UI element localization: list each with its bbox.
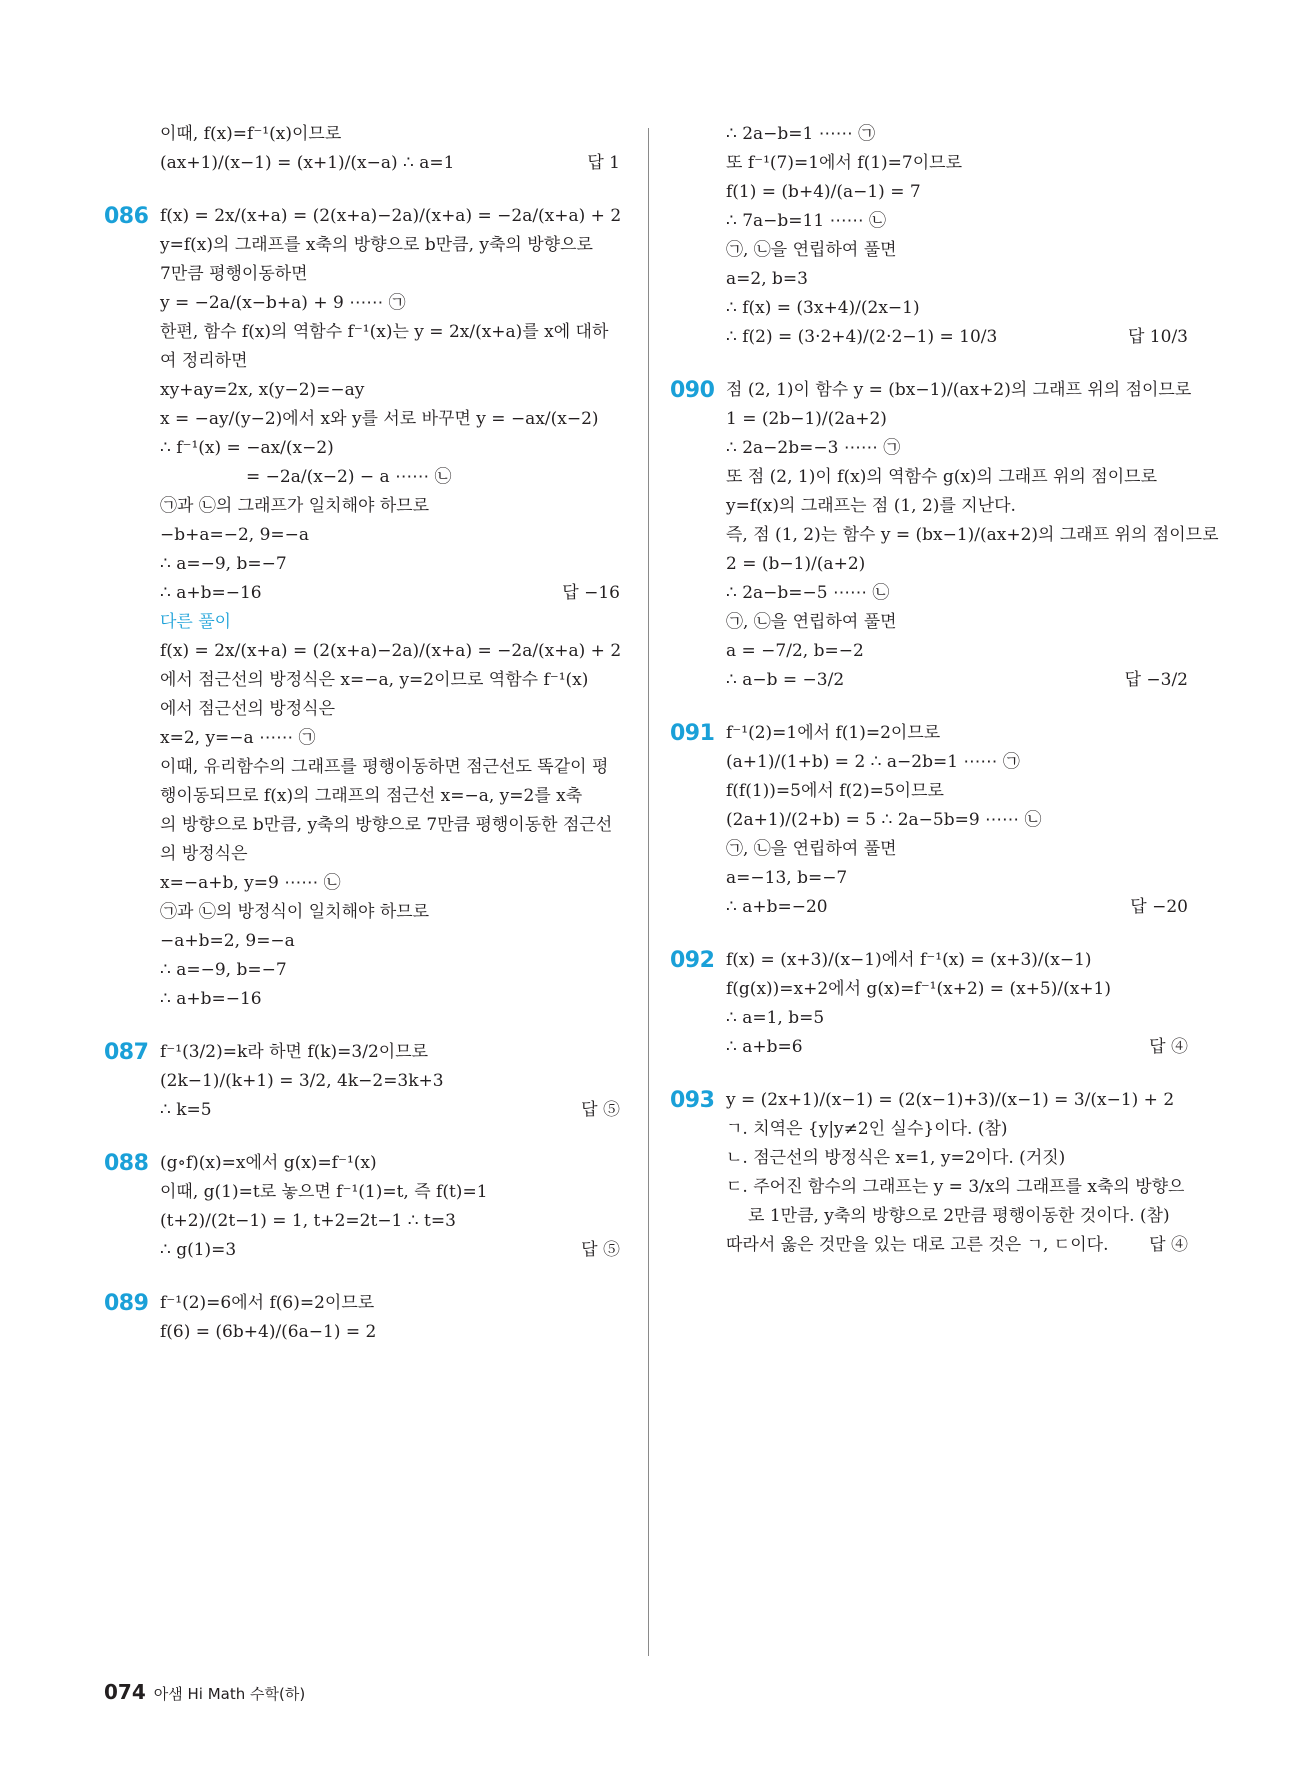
solution-line — [160, 724, 620, 753]
solution-line — [726, 666, 1188, 695]
left-column — [104, 120, 622, 1347]
line-text: 즉, 점 (1, 2)는 함수 y = (bx−1)/(ax+2)의 그래프 위의 점이므로 — [726, 525, 1219, 545]
line-text: 점 (2, 1)이 함수 y = (bx−1)/(ax+2)의 그래프 위의 점이므로 — [726, 380, 1192, 400]
line-text: f⁻¹(2)=6에서 f(6)=2이므로 — [160, 1293, 375, 1313]
solution-line — [726, 1231, 1188, 1260]
line-text: ∴ a−b = −3/2 — [726, 670, 845, 690]
line-text: f(1) = (b+4)/(a−1) = 7 — [726, 182, 921, 202]
line-text: 의 방향으로 b만큼, y축의 방향으로 7만큼 평행이동한 점근선 — [160, 815, 613, 835]
book-title: 아샘 Hi Math 수학(하) — [153, 1685, 306, 1703]
solution-line — [160, 1067, 620, 1096]
line-text: a=−13, b=−7 — [726, 868, 848, 888]
solution-line — [726, 434, 1188, 463]
solution-line — [160, 318, 620, 347]
solution-line — [726, 492, 1188, 521]
answer-label: 답 1 — [587, 153, 620, 173]
line-text: ㉠과 ㉡의 그래프가 일치해야 하므로 — [160, 496, 430, 516]
solution-line — [726, 178, 1188, 207]
line-text: ∴ f(2) = (3·2+4)/(2·2−1) = 10/3 — [726, 327, 998, 347]
line-text: ∴ 7a−b=11 ⋯⋯ ㉡ — [726, 211, 886, 231]
solution-line — [160, 289, 620, 318]
solution-line — [160, 405, 620, 434]
line-text: ∴ a=1, b=5 — [726, 1008, 825, 1028]
line-text: (t+2)/(2t−1) = 1, t+2=2t−1 ∴ t=3 — [160, 1211, 456, 1231]
alternate-solution-label: 다른 풀이 — [160, 612, 232, 632]
line-text: ∴ k=5 — [160, 1100, 212, 1120]
solution-line — [160, 149, 620, 178]
line-text: x=2, y=−a ⋯⋯ ㉠ — [160, 728, 316, 748]
solution-line — [726, 294, 1188, 323]
solution-line — [160, 637, 620, 666]
line-text: y=f(x)의 그래프를 x축의 방향으로 b만큼, y축의 방향으로 — [160, 235, 593, 255]
solution-line — [726, 120, 1188, 149]
line-text: a = −7/2, b=−2 — [726, 641, 864, 661]
solution-line — [160, 579, 620, 608]
section-gap — [726, 1062, 1188, 1086]
problem-number: 092 — [670, 948, 715, 973]
line-text: f(x) = 2x/(x+a) = (2(x+a)−2a)/(x+a) = −2a/(x+a) + 2 — [160, 206, 622, 226]
solution-line — [726, 323, 1188, 352]
line-text: xy+ay=2x, x(y−2)=−ay — [160, 380, 365, 400]
line-text: ∴ a+b=−16 — [160, 583, 262, 603]
solution-line — [726, 806, 1188, 835]
solution-line — [160, 434, 620, 463]
solution-line — [160, 120, 620, 149]
solution-line — [670, 719, 1188, 748]
solution-line — [104, 1289, 620, 1318]
line-text: 2 = (b−1)/(a+2) — [726, 554, 866, 574]
solution-line — [160, 492, 620, 521]
solution-line — [726, 405, 1188, 434]
solution-line — [160, 985, 620, 1014]
right-column — [670, 120, 1219, 1260]
solution-line — [726, 463, 1188, 492]
line-text: (2k−1)/(k+1) = 3/2, 4k−2=3k+3 — [160, 1071, 444, 1091]
line-text: ∴ a=−9, b=−7 — [160, 960, 287, 980]
solution-line — [160, 695, 620, 724]
solution-line — [726, 864, 1188, 893]
section-gap — [726, 352, 1188, 376]
line-text: f(x) = 2x/(x+a) = (2(x+a)−2a)/(x+a) = −2a/(x+a) + 2 — [160, 641, 622, 661]
line-text: ㄴ. 점근선의 방정식은 x=1, y=2이다. (거짓) — [726, 1148, 1066, 1168]
line-text: f(f(1))=5에서 f(2)=5이므로 — [726, 781, 944, 801]
line-text: ∴ 2a−2b=−3 ⋯⋯ ㉠ — [726, 438, 901, 458]
solution-line — [160, 376, 620, 405]
page-footer — [104, 1680, 305, 1704]
line-text: 이때, g(1)=t로 놓으면 f⁻¹(1)=t, 즉 f(t)=1 — [160, 1182, 488, 1202]
line-text: ㄱ. 치역은 {y|y≠2인 실수}이다. (참) — [726, 1119, 1008, 1139]
solution-line — [726, 608, 1188, 637]
solution-line — [726, 637, 1188, 666]
solution-line — [726, 1202, 1188, 1231]
section-gap — [160, 1125, 620, 1149]
line-text: ㉠, ㉡을 연립하여 풀면 — [726, 240, 897, 260]
problem-number: 090 — [670, 378, 715, 403]
line-text: 에서 점근선의 방정식은 x=−a, y=2이므로 역함수 f⁻¹(x) — [160, 670, 589, 690]
solution-line — [160, 840, 620, 869]
section-gap — [160, 1014, 620, 1038]
solution-line — [160, 1096, 620, 1125]
line-text: ∴ f⁻¹(x) = −ax/(x−2) — [160, 438, 334, 458]
line-text: ㉠, ㉡을 연립하여 풀면 — [726, 612, 897, 632]
line-text: ∴ g(1)=3 — [160, 1240, 237, 1260]
solution-line — [726, 550, 1188, 579]
solution-line — [160, 1178, 620, 1207]
line-text: ㉠과 ㉡의 방정식이 일치해야 하므로 — [160, 902, 430, 922]
line-text: (g∘f)(x)=x에서 g(x)=f⁻¹(x) — [160, 1153, 377, 1173]
solution-line — [160, 231, 620, 260]
solution-line — [726, 579, 1188, 608]
solution-line — [726, 1115, 1188, 1144]
solution-line — [160, 608, 620, 637]
line-text: 의 방정식은 — [160, 844, 248, 864]
solution-line — [726, 777, 1188, 806]
solution-line — [160, 521, 620, 550]
answer-label: 답 ④ — [1149, 1235, 1188, 1255]
solution-line — [104, 1149, 620, 1178]
solution-line — [726, 521, 1219, 550]
line-text: y = (2x+1)/(x−1) = (2(x−1)+3)/(x−1) = 3/(x−1) + 2 — [726, 1090, 1175, 1110]
line-text: f(6) = (6b+4)/(6a−1) = 2 — [160, 1322, 377, 1342]
solution-line — [726, 236, 1188, 265]
line-text: ∴ a=−9, b=−7 — [160, 554, 287, 574]
line-text: ∴ f(x) = (3x+4)/(2x−1) — [726, 298, 920, 318]
line-text: f⁻¹(3/2)=k라 하면 f(k)=3/2이므로 — [160, 1042, 429, 1062]
line-text: 따라서 옳은 것만을 있는 대로 고른 것은 ㄱ, ㄷ이다. — [726, 1235, 1109, 1255]
line-text: 이때, 유리함수의 그래프를 평행이동하면 점근선도 똑같이 평 — [160, 757, 609, 777]
line-text: x=−a+b, y=9 ⋯⋯ ㉡ — [160, 873, 341, 893]
solution-line — [160, 782, 620, 811]
solution-line — [160, 869, 620, 898]
line-text: 에서 점근선의 방정식은 — [160, 699, 336, 719]
solution-line — [160, 666, 620, 695]
solution-line — [160, 811, 620, 840]
answer-label: 답 ⑤ — [581, 1240, 620, 1260]
line-text: (2a+1)/(2+b) = 5 ∴ 2a−5b=9 ⋯⋯ ㉡ — [726, 810, 1042, 830]
solution-line — [104, 1038, 620, 1067]
solution-line — [160, 753, 620, 782]
solution-line — [160, 1236, 620, 1265]
line-text: ∴ a+b=−16 — [160, 989, 262, 1009]
solution-line — [160, 927, 620, 956]
solution-line — [160, 1318, 620, 1347]
solution-line — [726, 1033, 1188, 1062]
section-gap — [160, 178, 620, 202]
line-text: 한편, 함수 f(x)의 역함수 f⁻¹(x)는 y = 2x/(x+a)를 x에 대하 — [160, 322, 609, 342]
problem-number: 089 — [104, 1291, 149, 1316]
solution-line — [726, 265, 1188, 294]
line-text: ㄷ. 주어진 함수의 그래프는 y = 3/x의 그래프를 x축의 방향으 — [726, 1177, 1185, 1197]
column-divider — [648, 128, 649, 1656]
problem-number: 088 — [104, 1151, 149, 1176]
answer-label: 답 ④ — [1149, 1037, 1188, 1057]
section-gap — [726, 695, 1188, 719]
problem-number: 086 — [104, 204, 149, 229]
solution-line — [726, 1004, 1188, 1033]
line-text: 이때, f(x)=f⁻¹(x)이므로 — [160, 124, 342, 144]
line-text: ㉠, ㉡을 연립하여 풀면 — [726, 839, 897, 859]
line-text: 여 정리하면 — [160, 351, 248, 371]
solution-line — [726, 1173, 1188, 1202]
line-text: 행이동되므로 f(x)의 그래프의 점근선 x=−a, y=2를 x축 — [160, 786, 583, 806]
solution-line — [726, 975, 1188, 1004]
line-text: ∴ 2a−b=1 ⋯⋯ ㉠ — [726, 124, 876, 144]
solution-line — [726, 207, 1188, 236]
solution-line — [160, 1207, 620, 1236]
solution-line — [726, 1144, 1188, 1173]
line-text: ∴ a+b=−20 — [726, 897, 828, 917]
line-text: a=2, b=3 — [726, 269, 808, 289]
line-text: −b+a=−2, 9=−a — [160, 525, 310, 545]
line-text: f(g(x))=x+2에서 g(x)=f⁻¹(x+2) = (x+5)/(x+1) — [726, 979, 1112, 999]
section-gap — [726, 922, 1188, 946]
problem-number: 087 — [104, 1040, 149, 1065]
answer-label: 답 ⑤ — [581, 1100, 620, 1120]
line-text: 1 = (2b−1)/(2a+2) — [726, 409, 887, 429]
solution-line — [670, 376, 1192, 405]
line-text: ∴ a+b=6 — [726, 1037, 803, 1057]
line-text: 또 점 (2, 1)이 f(x)의 역함수 g(x)의 그래프 위의 점이므로 — [726, 467, 1157, 487]
solution-line — [160, 898, 620, 927]
solution-line — [160, 550, 620, 579]
line-text: f⁻¹(2)=1에서 f(1)=2이므로 — [726, 723, 941, 743]
answer-label: 답 −20 — [1130, 897, 1188, 917]
line-text: 7만큼 평행이동하면 — [160, 264, 308, 284]
solution-line — [160, 347, 620, 376]
solution-line — [726, 835, 1188, 864]
solution-line — [160, 956, 620, 985]
line-text: y=f(x)의 그래프는 점 (1, 2)를 지난다. — [726, 496, 1016, 516]
section-gap — [160, 1265, 620, 1289]
solution-line — [726, 748, 1188, 777]
answer-label: 답 −16 — [562, 583, 620, 603]
line-text: 또 f⁻¹(7)=1에서 f(1)=7이므로 — [726, 153, 962, 173]
solution-line — [160, 463, 620, 492]
line-text: −a+b=2, 9=−a — [160, 931, 295, 951]
problem-number: 093 — [670, 1088, 715, 1113]
solution-line — [104, 202, 622, 231]
line-text: x = −ay/(y−2)에서 x와 y를 서로 바꾸면 y = −ax/(x−2) — [160, 409, 599, 429]
solution-line — [670, 1086, 1188, 1115]
line-text: (ax+1)/(x−1) = (x+1)/(x−a) ∴ a=1 — [160, 153, 455, 173]
answer-label: 답 10/3 — [1127, 327, 1188, 347]
line-text: (a+1)/(1+b) = 2 ∴ a−2b=1 ⋯⋯ ㉠ — [726, 752, 1020, 772]
line-text: = −2a/(x−2) − a ⋯⋯ ㉡ — [246, 467, 452, 487]
line-text: ∴ 2a−b=−5 ⋯⋯ ㉡ — [726, 583, 890, 603]
solution-line — [670, 946, 1188, 975]
line-text: y = −2a/(x−b+a) + 9 ⋯⋯ ㉠ — [160, 293, 406, 313]
page-number: 074 — [104, 1680, 146, 1704]
solution-line — [726, 893, 1188, 922]
line-text: 로 1만큼, y축의 방향으로 2만큼 평행이동한 것이다. (참) — [748, 1206, 1170, 1226]
answer-label: 답 −3/2 — [1124, 670, 1188, 690]
line-text: f(x) = (x+3)/(x−1)에서 f⁻¹(x) = (x+3)/(x−1) — [726, 950, 1092, 970]
solution-line — [160, 260, 620, 289]
problem-number: 091 — [670, 721, 715, 746]
solution-line — [726, 149, 1188, 178]
